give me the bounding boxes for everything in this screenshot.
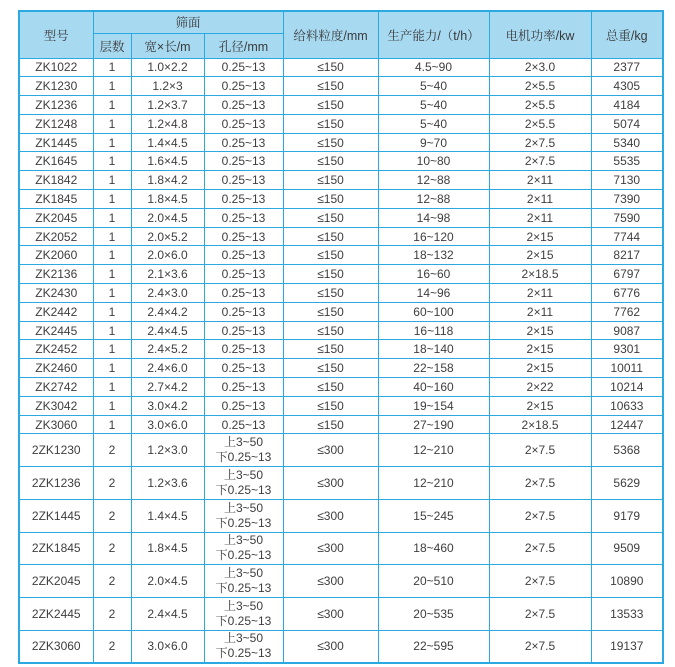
cell-feed-size: ≤150 <box>283 77 378 96</box>
cell-capacity: 5~40 <box>378 114 489 133</box>
table-row <box>19 597 663 630</box>
cell-aperture: 0.25~13 <box>204 114 283 133</box>
cell-total-weight: 9509 <box>591 532 663 565</box>
cell-layers: 1 <box>93 415 131 434</box>
table-row <box>19 359 663 378</box>
cell-aperture: 0.25~13 <box>204 77 283 96</box>
cell-capacity: 40~160 <box>378 378 489 397</box>
cell-feed-size: ≤150 <box>283 58 378 77</box>
cell-aperture: 0.25~13 <box>204 133 283 152</box>
cell-size: 1.2×4.8 <box>131 114 204 133</box>
cell-total-weight: 5340 <box>591 133 663 152</box>
cell-size: 2.0×6.0 <box>131 246 204 265</box>
cell-motor-power: 2×22 <box>489 378 591 397</box>
table-row <box>19 96 663 115</box>
cell-capacity: 20~510 <box>378 565 489 598</box>
cell-aperture: 上3~50 下0.25~13 <box>204 434 283 467</box>
cell-layers: 1 <box>93 378 131 397</box>
cell-capacity: 16~118 <box>378 321 489 340</box>
table-row <box>19 415 663 434</box>
cell-size: 2.4×5.2 <box>131 340 204 359</box>
cell-total-weight: 5535 <box>591 152 663 171</box>
cell-feed-size: ≤150 <box>283 378 378 397</box>
cell-aperture: 上3~50 下0.25~13 <box>204 597 283 630</box>
cell-size: 3.0×6.0 <box>131 630 204 663</box>
cell-capacity: 18~140 <box>378 340 489 359</box>
cell-feed-size: ≤150 <box>283 114 378 133</box>
cell-aperture: 0.25~13 <box>204 265 283 284</box>
cell-motor-power: 2×11 <box>489 302 591 321</box>
cell-model: ZK1845 <box>19 190 93 209</box>
cell-size: 2.0×4.5 <box>131 565 204 598</box>
cell-model: 2ZK1845 <box>19 532 93 565</box>
cell-size: 1.4×4.5 <box>131 499 204 532</box>
cell-model: 2ZK1445 <box>19 499 93 532</box>
cell-capacity: 5~40 <box>378 96 489 115</box>
cell-aperture: 0.25~13 <box>204 190 283 209</box>
cell-capacity: 19~154 <box>378 396 489 415</box>
table-header <box>19 11 663 58</box>
table-body <box>19 58 663 663</box>
table-row <box>19 152 663 171</box>
cell-layers: 1 <box>93 246 131 265</box>
cell-model: 2ZK2445 <box>19 597 93 630</box>
cell-capacity: 12~88 <box>378 171 489 190</box>
table-row <box>19 434 663 467</box>
cell-model: ZK2430 <box>19 284 93 303</box>
cell-total-weight: 8217 <box>591 246 663 265</box>
cell-motor-power: 2×11 <box>489 208 591 227</box>
cell-feed-size: ≤300 <box>283 597 378 630</box>
header-capacity: 生产能力/（t/h） <box>378 11 489 58</box>
cell-total-weight: 12447 <box>591 415 663 434</box>
cell-feed-size: ≤150 <box>283 321 378 340</box>
cell-size: 1.2×3.0 <box>131 434 204 467</box>
cell-layers: 1 <box>93 77 131 96</box>
cell-motor-power: 2×7.5 <box>489 597 591 630</box>
cell-total-weight: 6797 <box>591 265 663 284</box>
cell-capacity: 15~245 <box>378 499 489 532</box>
cell-aperture: 上3~50 下0.25~13 <box>204 565 283 598</box>
cell-layers: 2 <box>93 532 131 565</box>
cell-total-weight: 10890 <box>591 565 663 598</box>
cell-aperture: 0.25~13 <box>204 415 283 434</box>
cell-size: 1.2×3.6 <box>131 467 204 500</box>
cell-aperture: 0.25~13 <box>204 171 283 190</box>
cell-capacity: 5~40 <box>378 77 489 96</box>
cell-layers: 2 <box>93 597 131 630</box>
header-width-length: 宽×长/m <box>131 33 204 58</box>
cell-layers: 1 <box>93 227 131 246</box>
cell-feed-size: ≤150 <box>283 340 378 359</box>
cell-motor-power: 2×15 <box>489 227 591 246</box>
cell-model: 2ZK1236 <box>19 467 93 500</box>
cell-capacity: 12~210 <box>378 434 489 467</box>
table-row <box>19 171 663 190</box>
cell-size: 1.8×4.5 <box>131 532 204 565</box>
table-row <box>19 467 663 500</box>
cell-aperture: 0.25~13 <box>204 321 283 340</box>
cell-size: 2.0×5.2 <box>131 227 204 246</box>
cell-layers: 1 <box>93 171 131 190</box>
cell-feed-size: ≤300 <box>283 565 378 598</box>
cell-motor-power: 2×3.0 <box>489 58 591 77</box>
cell-aperture: 0.25~13 <box>204 359 283 378</box>
spec-table-container <box>18 10 663 664</box>
cell-motor-power: 2×11 <box>489 171 591 190</box>
cell-feed-size: ≤150 <box>283 208 378 227</box>
cell-model: ZK1230 <box>19 77 93 96</box>
cell-size: 1.2×3.7 <box>131 96 204 115</box>
cell-feed-size: ≤300 <box>283 434 378 467</box>
cell-model: ZK1445 <box>19 133 93 152</box>
table-row <box>19 630 663 663</box>
cell-aperture: 0.25~13 <box>204 302 283 321</box>
cell-model: ZK1842 <box>19 171 93 190</box>
cell-motor-power: 2×7.5 <box>489 630 591 663</box>
cell-capacity: 4.5~90 <box>378 58 489 77</box>
cell-size: 3.0×4.2 <box>131 396 204 415</box>
cell-model: 2ZK2045 <box>19 565 93 598</box>
cell-model: ZK1022 <box>19 58 93 77</box>
cell-size: 1.2×3 <box>131 77 204 96</box>
cell-layers: 1 <box>93 265 131 284</box>
table-row <box>19 208 663 227</box>
table-row <box>19 246 663 265</box>
cell-layers: 1 <box>93 114 131 133</box>
cell-aperture: 0.25~13 <box>204 396 283 415</box>
header-motor-power: 电机功率/kw <box>489 11 591 58</box>
cell-motor-power: 2×15 <box>489 321 591 340</box>
cell-capacity: 27~190 <box>378 415 489 434</box>
cell-total-weight: 4305 <box>591 77 663 96</box>
cell-feed-size: ≤150 <box>283 284 378 303</box>
cell-total-weight: 2377 <box>591 58 663 77</box>
cell-size: 2.4×4.5 <box>131 321 204 340</box>
cell-capacity: 14~98 <box>378 208 489 227</box>
cell-total-weight: 9301 <box>591 340 663 359</box>
header-aperture: 孔径/mm <box>204 33 283 58</box>
cell-motor-power: 2×7.5 <box>489 532 591 565</box>
cell-layers: 1 <box>93 152 131 171</box>
cell-layers: 1 <box>93 96 131 115</box>
cell-model: ZK2452 <box>19 340 93 359</box>
table-row <box>19 396 663 415</box>
table-row <box>19 190 663 209</box>
header-layers: 层数 <box>93 33 131 58</box>
cell-motor-power: 2×7.5 <box>489 499 591 532</box>
cell-aperture: 0.25~13 <box>204 246 283 265</box>
cell-model: ZK2060 <box>19 246 93 265</box>
cell-capacity: 12~88 <box>378 190 489 209</box>
table-row <box>19 77 663 96</box>
cell-size: 2.4×4.2 <box>131 302 204 321</box>
cell-model: ZK2052 <box>19 227 93 246</box>
cell-layers: 2 <box>93 467 131 500</box>
cell-motor-power: 2×5.5 <box>489 77 591 96</box>
cell-motor-power: 2×7.5 <box>489 133 591 152</box>
table-row <box>19 302 663 321</box>
table-row <box>19 499 663 532</box>
cell-capacity: 20~535 <box>378 597 489 630</box>
cell-model: ZK1236 <box>19 96 93 115</box>
cell-model: ZK3060 <box>19 415 93 434</box>
cell-feed-size: ≤150 <box>283 96 378 115</box>
cell-total-weight: 5368 <box>591 434 663 467</box>
cell-size: 2.4×4.5 <box>131 597 204 630</box>
cell-capacity: 14~96 <box>378 284 489 303</box>
cell-aperture: 0.25~13 <box>204 208 283 227</box>
cell-model: ZK2045 <box>19 208 93 227</box>
cell-feed-size: ≤150 <box>283 246 378 265</box>
cell-feed-size: ≤300 <box>283 467 378 500</box>
cell-total-weight: 10633 <box>591 396 663 415</box>
cell-layers: 2 <box>93 499 131 532</box>
cell-layers: 1 <box>93 340 131 359</box>
cell-feed-size: ≤150 <box>283 190 378 209</box>
cell-layers: 1 <box>93 133 131 152</box>
table-row <box>19 133 663 152</box>
cell-motor-power: 2×7.5 <box>489 565 591 598</box>
cell-motor-power: 2×7.5 <box>489 152 591 171</box>
cell-total-weight: 5074 <box>591 114 663 133</box>
cell-total-weight: 4184 <box>591 96 663 115</box>
cell-layers: 1 <box>93 58 131 77</box>
cell-capacity: 16~60 <box>378 265 489 284</box>
table-row <box>19 227 663 246</box>
cell-model: ZK2460 <box>19 359 93 378</box>
cell-size: 1.0×2.2 <box>131 58 204 77</box>
header-screen-surface: 筛面 <box>93 11 283 33</box>
cell-aperture: 0.25~13 <box>204 284 283 303</box>
table-row <box>19 284 663 303</box>
cell-feed-size: ≤300 <box>283 499 378 532</box>
cell-total-weight: 10011 <box>591 359 663 378</box>
cell-motor-power: 2×15 <box>489 340 591 359</box>
table-row <box>19 340 663 359</box>
cell-model: 2ZK1230 <box>19 434 93 467</box>
cell-size: 2.4×6.0 <box>131 359 204 378</box>
cell-feed-size: ≤150 <box>283 359 378 378</box>
cell-motor-power: 2×11 <box>489 284 591 303</box>
cell-motor-power: 2×5.5 <box>489 114 591 133</box>
cell-motor-power: 2×11 <box>489 190 591 209</box>
cell-capacity: 18~460 <box>378 532 489 565</box>
cell-total-weight: 7744 <box>591 227 663 246</box>
cell-layers: 2 <box>93 565 131 598</box>
cell-layers: 1 <box>93 302 131 321</box>
cell-feed-size: ≤300 <box>283 532 378 565</box>
table-row <box>19 58 663 77</box>
cell-layers: 2 <box>93 434 131 467</box>
cell-feed-size: ≤150 <box>283 152 378 171</box>
cell-feed-size: ≤150 <box>283 396 378 415</box>
cell-size: 1.8×4.5 <box>131 190 204 209</box>
cell-total-weight: 7590 <box>591 208 663 227</box>
cell-motor-power: 2×15 <box>489 396 591 415</box>
cell-feed-size: ≤300 <box>283 630 378 663</box>
cell-size: 1.8×4.2 <box>131 171 204 190</box>
cell-aperture: 上3~50 下0.25~13 <box>204 499 283 532</box>
cell-feed-size: ≤150 <box>283 415 378 434</box>
cell-model: ZK2742 <box>19 378 93 397</box>
cell-total-weight: 10214 <box>591 378 663 397</box>
cell-total-weight: 7130 <box>591 171 663 190</box>
cell-total-weight: 6776 <box>591 284 663 303</box>
cell-model: ZK3042 <box>19 396 93 415</box>
cell-size: 2.0×4.5 <box>131 208 204 227</box>
cell-capacity: 22~158 <box>378 359 489 378</box>
cell-model: ZK2442 <box>19 302 93 321</box>
cell-model: 2ZK3060 <box>19 630 93 663</box>
cell-layers: 1 <box>93 190 131 209</box>
cell-layers: 1 <box>93 359 131 378</box>
cell-model: ZK1645 <box>19 152 93 171</box>
cell-feed-size: ≤150 <box>283 265 378 284</box>
cell-aperture: 0.25~13 <box>204 152 283 171</box>
cell-capacity: 10~80 <box>378 152 489 171</box>
cell-aperture: 上3~50 下0.25~13 <box>204 467 283 500</box>
cell-total-weight: 9179 <box>591 499 663 532</box>
cell-motor-power: 2×7.5 <box>489 434 591 467</box>
cell-layers: 2 <box>93 630 131 663</box>
cell-model: ZK1248 <box>19 114 93 133</box>
cell-total-weight: 13533 <box>591 597 663 630</box>
table-row <box>19 265 663 284</box>
cell-feed-size: ≤150 <box>283 171 378 190</box>
cell-size: 1.6×4.5 <box>131 152 204 171</box>
header-feed-size: 给料粒度/mm <box>283 11 378 58</box>
cell-aperture: 上3~50 下0.25~13 <box>204 630 283 663</box>
cell-model: ZK2445 <box>19 321 93 340</box>
spec-table <box>18 10 664 664</box>
cell-size: 1.4×4.5 <box>131 133 204 152</box>
cell-layers: 1 <box>93 208 131 227</box>
cell-feed-size: ≤150 <box>283 133 378 152</box>
cell-layers: 1 <box>93 396 131 415</box>
cell-capacity: 22~595 <box>378 630 489 663</box>
cell-size: 3.0×6.0 <box>131 415 204 434</box>
cell-size: 2.7×4.2 <box>131 378 204 397</box>
cell-aperture: 0.25~13 <box>204 96 283 115</box>
header-model: 型号 <box>19 11 93 58</box>
table-row <box>19 378 663 397</box>
cell-total-weight: 7390 <box>591 190 663 209</box>
header-total-weight: 总重/kg <box>591 11 663 58</box>
cell-motor-power: 2×18.5 <box>489 265 591 284</box>
cell-capacity: 12~210 <box>378 467 489 500</box>
cell-model: ZK2136 <box>19 265 93 284</box>
cell-total-weight: 5629 <box>591 467 663 500</box>
cell-capacity: 16~120 <box>378 227 489 246</box>
table-row <box>19 565 663 598</box>
cell-capacity: 60~100 <box>378 302 489 321</box>
cell-motor-power: 2×18.5 <box>489 415 591 434</box>
cell-capacity: 9~70 <box>378 133 489 152</box>
cell-aperture: 上3~50 下0.25~13 <box>204 532 283 565</box>
cell-layers: 1 <box>93 321 131 340</box>
cell-feed-size: ≤150 <box>283 302 378 321</box>
cell-size: 2.1×3.6 <box>131 265 204 284</box>
cell-layers: 1 <box>93 284 131 303</box>
cell-size: 2.4×3.0 <box>131 284 204 303</box>
cell-feed-size: ≤150 <box>283 227 378 246</box>
cell-total-weight: 9087 <box>591 321 663 340</box>
table-row <box>19 114 663 133</box>
cell-capacity: 18~132 <box>378 246 489 265</box>
cell-aperture: 0.25~13 <box>204 340 283 359</box>
cell-total-weight: 19137 <box>591 630 663 663</box>
cell-aperture: 0.25~13 <box>204 378 283 397</box>
table-row <box>19 321 663 340</box>
cell-motor-power: 2×5.5 <box>489 96 591 115</box>
cell-motor-power: 2×15 <box>489 359 591 378</box>
cell-total-weight: 7762 <box>591 302 663 321</box>
cell-aperture: 0.25~13 <box>204 227 283 246</box>
cell-motor-power: 2×15 <box>489 246 591 265</box>
cell-motor-power: 2×7.5 <box>489 467 591 500</box>
table-row <box>19 532 663 565</box>
cell-aperture: 0.25~13 <box>204 58 283 77</box>
